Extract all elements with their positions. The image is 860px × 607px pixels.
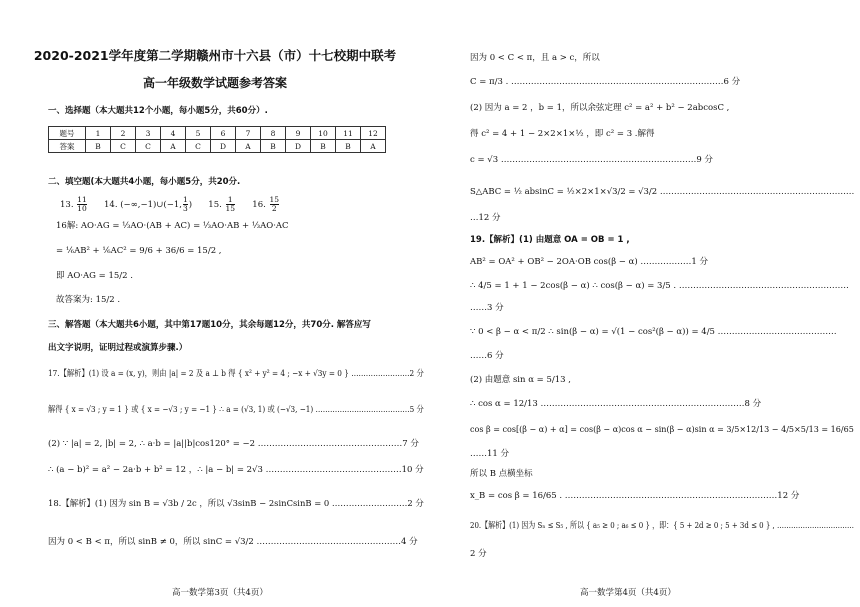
table-cell: D <box>211 140 236 153</box>
q15-fraction <box>226 196 236 213</box>
r-line-9: AB² = OA² + OB² − 2OA·OB cos(β − α) ………………1 分 <box>470 257 709 267</box>
r-line-4: 得 c² = 4 + 1 − 2×2×1×½ ，即 c² = 3 .解得 <box>470 129 655 139</box>
table-cell: 5 <box>186 127 211 140</box>
exam-subtitle: 高一年级数学试题参考答案 <box>142 76 287 90</box>
q16-label: 16. <box>252 200 266 210</box>
q16-line-3: 即 AO·AG = 15/2 . <box>56 271 133 281</box>
table-head-number: 题号 <box>49 127 86 140</box>
section-1-heading: 一、选择题（本大题共12个小题，每小题5分，共60分）. <box>48 106 268 116</box>
r-line-16: cos β = cos[(β − α) + α] = cos(β − α)cos α − sin(β − α)sin α = 3/5×12/13 − 4/5×5/13 = 16/65 <box>470 425 854 435</box>
table-cell: A <box>161 140 186 153</box>
q18-line-1: 18.【解析】(1) 因为 sin B = √3b / 2c ，所以 √3sinB − 2sinCsinB = 0 ………………………2 分 <box>48 499 424 509</box>
q15-label: 15. <box>208 200 222 210</box>
q17-line-2: 解得 { x = √3 ; y = 1 } 或 { x = −√3 ; y = −1 } ∴ a = (√3, 1) 或 (−√3, −1) …………………………………5 分 <box>48 405 424 415</box>
table-cell: 3 <box>136 127 161 140</box>
table-cell: C <box>136 140 161 153</box>
denominator: 15 <box>225 204 236 213</box>
table-cell: 7 <box>236 127 261 140</box>
q17-line-3: (2) ∵ |a| = 2, |b| = 2, ∴ a·b = |a||b|cos120° = −2 ……………………………………………7 分 <box>48 439 419 449</box>
fill-answers <box>60 194 280 216</box>
q14-label: 14. (−∞,−1)∪(−1, <box>104 200 182 210</box>
r-line-6: S△ABC = ½ absinC = ½×2×1×√3/2 = √3/2 …………………………………………………………… <box>470 187 855 197</box>
table-cell: B <box>311 140 336 153</box>
r-line-18: 所以 B 点横坐标 <box>470 469 533 479</box>
table-cell: 1 <box>86 127 111 140</box>
q13-label: 13. <box>60 200 74 210</box>
r-line-14: (2) 由题意 sin α = 5/13 , <box>470 375 571 385</box>
table-row-answers <box>49 140 386 153</box>
table-cell: 11 <box>336 127 361 140</box>
numerator: 11 <box>77 195 87 204</box>
page-4 <box>430 0 860 607</box>
q16-line-2: = ⅙AB² + ⅙AC² = 9/6 + 36/6 = 15/2 , <box>56 246 222 256</box>
r-line-11: ……3 分 <box>470 303 504 313</box>
numerator: 1 <box>182 195 188 204</box>
r-line-3: (2) 因为 a = 2 ，b = 1，所以余弦定理 c² = a² + b² − 2abcosC , <box>470 103 730 113</box>
r-line-2: C = π/3 . …………………………………………………………………6 分 <box>470 77 741 87</box>
table-cell: 4 <box>161 127 186 140</box>
q18-line-2: 因为 0 < B < π，所以 sinB ≠ 0，所以 sinC = √3/2 ……………………………………………4 分 <box>48 537 418 547</box>
r-line-7: …12 分 <box>470 213 501 223</box>
table-row-numbers <box>49 127 386 140</box>
table-cell: C <box>186 140 211 153</box>
q14-end: ) <box>188 200 193 210</box>
r-line-10: ∴ 4/5 = 1 + 1 − 2cos(β − α) ∴ cos(β − α) = 3/5 . …………………………………………………… <box>470 281 849 291</box>
r-line-1: 因为 0 < C < π，且 a > c，所以 <box>470 53 600 63</box>
table-cell: 12 <box>361 127 386 140</box>
q14-fraction <box>183 196 188 213</box>
q16-line-4: 故答案为: 15/2 . <box>56 295 121 305</box>
page-footer-4: 高一数学第4页（共4页） <box>580 588 676 598</box>
numerator: 1 <box>226 196 236 205</box>
table-cell: B <box>336 140 361 153</box>
q16-fraction <box>270 196 280 213</box>
r-line-12: ∵ 0 < β − α < π/2 ∴ sin(β − α) = √(1 − cos²(β − α)) = 4/5 …………………………………… <box>470 327 837 337</box>
q13-fraction <box>77 196 87 213</box>
r-line-13: ……6 分 <box>470 351 504 361</box>
denominator: 10 <box>77 204 87 213</box>
exam-title: 2020-2021学年度第二学期赣州市十六县（市）十七校期中联考 <box>33 48 397 63</box>
table-cell: C <box>111 140 136 153</box>
table-head-answer: 答案 <box>49 140 86 153</box>
table-cell: B <box>86 140 111 153</box>
r-line-17: ……11 分 <box>470 449 510 459</box>
r-line-20: 20.【解析】(1) 因为 Sₙ ≤ S₅ , 所以 { a₅ ≥ 0 ; a₆ ≤ 0 } ，即：{ 5 + 2d ≥ 0 ; 5 + 3d ≤ 0 } , …………………………… <box>470 521 855 531</box>
table-cell: 9 <box>286 127 311 140</box>
r-line-15: ∴ cos α = 12/13 ………………………………………………………………8 分 <box>470 399 762 409</box>
table-cell: 2 <box>111 127 136 140</box>
r-line-8: 19.【解析】(1) 由题意 OA = OB = 1 , <box>470 235 630 245</box>
denominator: 3 <box>182 204 188 213</box>
numerator: 15 <box>269 195 280 204</box>
r-line-19: x_B = cos β = 16/65 . …………………………………………………………………12 分 <box>470 491 800 501</box>
table-cell: A <box>361 140 386 153</box>
table-cell: 6 <box>211 127 236 140</box>
page-footer-3: 高一数学第3页（共4页） <box>172 588 268 598</box>
q17-line-1: 17.【解析】(1) 设 a = (x, y)，则由 |a| = 2 及 a ⊥ b 得 { x² + y² = 4 ; −x + √3y = 0 } ……………………2 分 <box>48 369 424 379</box>
table-cell: 8 <box>261 127 286 140</box>
answer-table <box>48 126 386 153</box>
r-line-21: 2 分 <box>470 549 487 559</box>
section-3-heading: 三、解答题（本大题共6小题，其中第17题10分，其余每题12分，共70分. 解答应写 <box>48 320 371 330</box>
section-3-heading-cont: 出文字说明，证明过程或演算步骤.） <box>48 343 188 353</box>
section-2-heading: 二、填空题(本大题共4小题，每小题5分，共20分. <box>48 177 241 187</box>
table-cell: B <box>261 140 286 153</box>
denominator: 2 <box>271 204 277 213</box>
r-line-5: c = √3 ……………………………………………………………9 分 <box>470 155 713 165</box>
table-cell: D <box>286 140 311 153</box>
q17-line-4: ∴ (a − b)² = a² − 2a·b + b² = 12 ，∴ |a − b| = 2√3 …………………………………………10 分 <box>48 465 424 475</box>
table-cell: A <box>236 140 261 153</box>
table-cell: 10 <box>311 127 336 140</box>
q16-line-1: 16解: AO·AG = ⅓AO·(AB + AC) = ⅓AO·AB + ⅓AO·AC <box>56 221 289 231</box>
